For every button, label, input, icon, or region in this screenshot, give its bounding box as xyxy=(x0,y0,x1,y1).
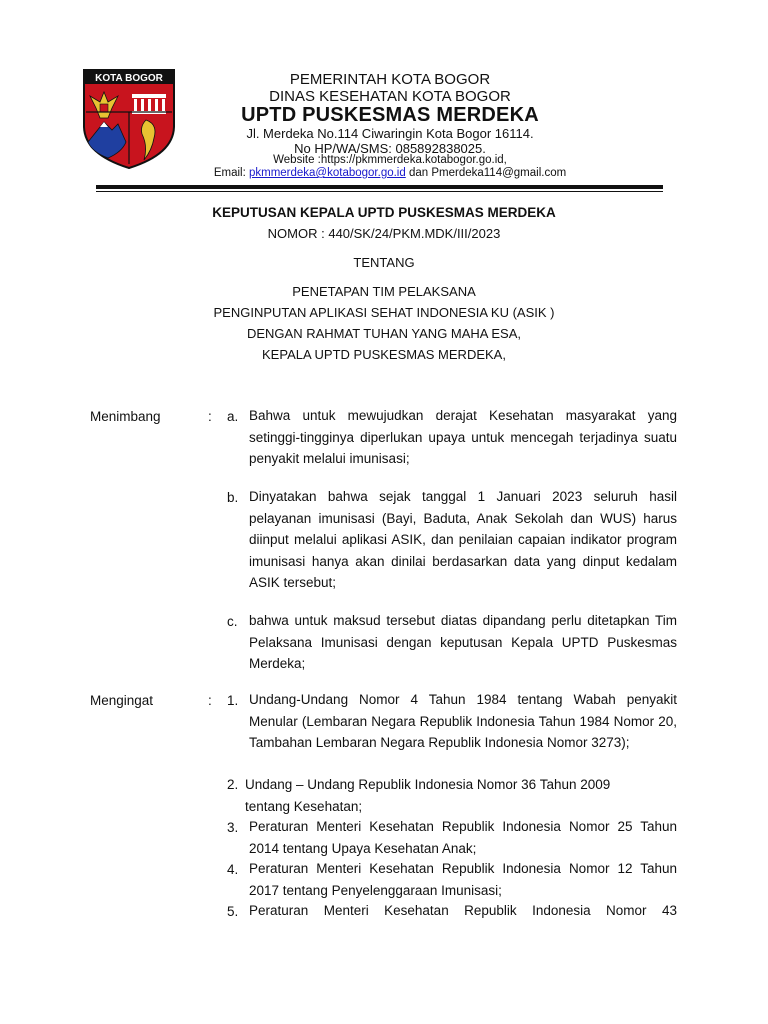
menimbang-marker-b: b. xyxy=(227,490,239,505)
decree-title: KEPUTUSAN KEPALA UPTD PUSKESMAS MERDEKA xyxy=(212,205,556,220)
menimbang-colon: : xyxy=(208,409,212,424)
mengingat-item-4: Peraturan Menteri Kesehatan Republik Indonesia Nomor 12 Tahun 2017 tentang Penyelenggaraan Imunisasi; xyxy=(249,861,677,898)
institution-name: UPTD PUSKESMAS MERDEKA xyxy=(241,104,539,126)
mengingat-marker-3: 3. xyxy=(227,820,239,835)
website-line: Website :https://pkmmerdeka.kotabogor.go.id, xyxy=(273,154,507,166)
letterhead-divider-thin xyxy=(96,191,663,192)
phone-line: No HP/WA/SMS: 085892838025. xyxy=(294,141,486,156)
department-name: DINAS KESEHATAN KOTA BOGOR xyxy=(269,88,511,105)
decree-subject-line1: PENETAPAN TIM PELAKSANA xyxy=(292,284,476,299)
menimbang-item-c: bahwa untuk maksud tersebut diatas dipandang perlu ditetapkan Tim Pelaksana Imunisasi dengan keputusan Kepala UPTD Puskesmas Merdeka; xyxy=(249,613,677,671)
mengingat-marker-1: 1. xyxy=(227,693,239,708)
mengingat-label: Mengingat xyxy=(90,693,154,708)
head-line: KEPALA UPTD PUSKESMAS MERDEKA, xyxy=(262,347,506,362)
mengingat-marker-4: 4. xyxy=(227,862,239,877)
email-prefix: Email: xyxy=(213,167,249,179)
menimbang-label: Menimbang xyxy=(90,409,161,424)
government-name: PEMERINTAH KOTA BOGOR xyxy=(289,71,491,88)
menimbang-marker-c: c. xyxy=(227,614,238,629)
mengingat-item-5: Peraturan Menteri Kesehatan Republik Indonesia Nomor 43 xyxy=(249,903,677,918)
menimbang-item-a: Bahwa untuk mewujudkan derajat Kesehatan masyarakat yang setinggi-tingginya diperlukan upaya untuk mencegah terjadinya suatu penyakit melalui imunisasi; xyxy=(249,408,677,466)
menimbang-item-b: Dinyatakan bahwa sejak tanggal 1 Januari 2023 seluruh hasil pelayanan imunisasi (Bayi, Baduta, Anak Sekolah dan WUS) harus diinput melalui aplikasi ASIK, dan penilaian capaian indikator program imunisasi hanya akan dinilai berdasarkan data yang dinput kedalam ASIK tersebut; xyxy=(249,489,677,590)
mengingat-colon: : xyxy=(208,693,212,708)
letterhead-divider xyxy=(96,185,663,189)
tentang-heading: TENTANG xyxy=(353,255,415,270)
mengingat-item-3: Peraturan Menteri Kesehatan Republik Indonesia Nomor 25 Tahun 2014 tentang Upaya Kesehatan Anak; xyxy=(249,819,677,856)
email-suffix: dan Pmerdeka114@gmail.com xyxy=(405,167,567,179)
address-line: Jl. Merdeka No.114 Ciwaringin Kota Bogor 16114. xyxy=(246,126,534,141)
blessing-line: DENGAN RAHMAT TUHAN YANG MAHA ESA, xyxy=(246,326,521,341)
email-link[interactable]: pkmmerdeka@kotabogor.go.id xyxy=(248,167,406,179)
email-line xyxy=(140,167,640,179)
logo-text: KOTA BOGOR xyxy=(95,73,163,84)
mengingat-item-2-line2: tentang Kesehatan; xyxy=(245,799,363,814)
menimbang-marker-a: a. xyxy=(227,409,239,424)
decree-subject-line2: PENGINPUTAN APLIKASI SEHAT INDONESIA KU (ASIK ) xyxy=(213,305,555,320)
mengingat-marker-2: 2. xyxy=(227,777,239,792)
mengingat-item-1: Undang-Undang Nomor 4 Tahun 1984 tentang Wabah penyakit Menular (Lembaran Negara Republik Indonesia Tahun 1984 Nomor 20, Tambahan Lembaran Negara Republik Indonesia Nomor 3273); xyxy=(249,692,677,750)
mengingat-marker-5: 5. xyxy=(227,904,239,919)
decree-number: NOMOR : 440/SK/24/PKM.MDK/III/2023 xyxy=(267,226,501,241)
mengingat-item-2-line1: Undang – Undang Republik Indonesia Nomor 36 Tahun 2009 xyxy=(245,777,611,792)
